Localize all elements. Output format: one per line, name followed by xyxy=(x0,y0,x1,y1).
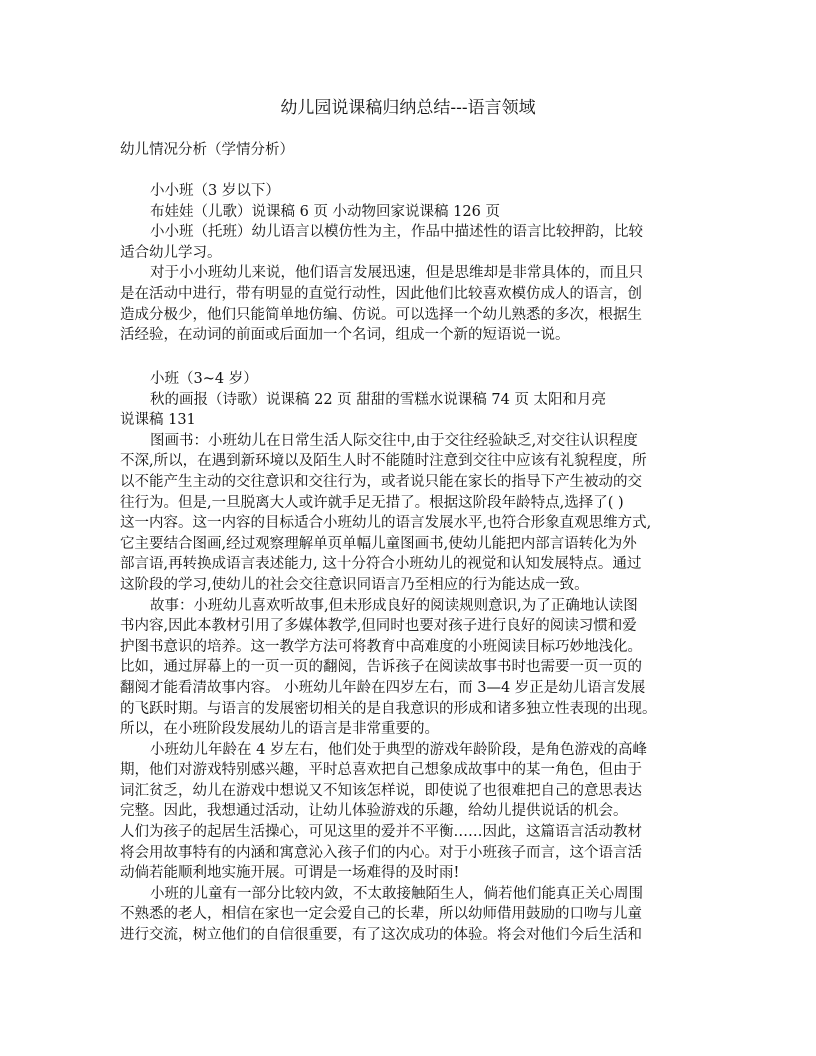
paragraph-line: 词汇贫乏，幼儿在游戏中想说又不知该怎样说，即使说了也很难把自己的意思表达 xyxy=(120,782,642,799)
paragraph-line: 不熟悉的老人，相信在家也一定会爱自己的长辈，所以幼师借用鼓励的口吻与儿童 xyxy=(120,906,642,923)
paragraph-line: 小班的儿童有一部分比较内敛，不太敢接触陌生人，倘若他们能真正关心周围 xyxy=(150,885,643,902)
paragraph-line: 不深,所以，在遇到新环境以及陌生人时不能随时注意到交往中应该有礼貌程度，所 xyxy=(120,453,647,470)
paragraph-line: 它主要结合图画,经过观察理解单页单幅儿童图画书,使幼儿能把内部言语转化为外 xyxy=(120,535,637,552)
paragraph-line: 翻阅才能看清故事内容。 小班幼儿年龄在四岁左右，而 3—4 岁正是幼儿语言发展 xyxy=(120,679,646,696)
paragraph-line: 小班幼儿年龄在 4 岁左右，他们处于典型的游戏年龄阶段，是角色游戏的高峰 xyxy=(150,741,647,758)
paragraph-line: 图画书：小班幼儿在日常生活人际交往中,由于交往经验缺乏,对交往认识程度 xyxy=(150,432,638,449)
paragraph-line: 书内容,因此本教材引用了多媒体教学,但同时也要对孩子进行良好的阅读习惯和爱 xyxy=(120,618,637,635)
paragraph-line: 以不能产生主动的交往意识和交往行为，或者说只能在家长的指导下产生被动的交 xyxy=(120,473,642,490)
paragraph-line: 人们为孩子的起居生活操心，可见这里的爱并不平衡……因此，这篇语言活动教材 xyxy=(120,824,642,841)
paragraph-line: 比如，通过屏幕上的一页一页的翻阅，告诉孩子在阅读故事书时也需要一页一页的 xyxy=(120,659,642,676)
paragraph-line: 动倘若能顺利地实施开展。可谓是一场难得的及时雨! xyxy=(120,865,460,882)
paragraph-line: 小小班（3 岁以下） xyxy=(150,183,280,199)
paragraph-line: 完整。因此，我想通过活动，让幼儿体验游戏的乐趣，给幼儿提供说话的机会。 xyxy=(120,803,628,820)
paragraph-line: 这一内容。这一内容的目标适合小班幼儿的语言发展水平,也符合形象直观思维方式, xyxy=(120,515,652,532)
paragraph-line: 期，他们对游戏特别感兴趣，平时总喜欢把自己想象成故事中的某一角色，但由于 xyxy=(120,762,642,779)
paragraph-line: 进行交流，树立他们的自信很重要，有了这次成功的体验。将会对他们今后生活和 xyxy=(120,927,642,944)
section-heading: 幼儿情况分析（学情分析） xyxy=(120,142,294,158)
paragraph-line: 布娃娃（儿歌）说课稿 6 页 小动物回家说课稿 126 页 xyxy=(150,203,500,220)
paragraph-line: 对于小小班幼儿来说，他们语言发展迅速，但是思维却是非常具体的，而且只 xyxy=(150,265,643,282)
paragraph-line: 是在活动中进行，带有明显的直觉行动性，因此他们比较喜欢模仿成人的语言，创 xyxy=(120,285,642,302)
paragraph-line: 活经验，在动词的前面或后面加一个名词，组成一个新的短语说一说。 xyxy=(120,327,570,344)
paragraph-line: 往行为。但是,一旦脱离大人或许就手足无措了。根据这阶段年龄特点,选择了( ) xyxy=(120,494,624,511)
paragraph-line: 故事：小班幼儿喜欢听故事,但未形成良好的阅读规则意识,为了正确地认读图 xyxy=(150,597,638,614)
document-title: 幼儿园说课稿归纳总结---语言领域 xyxy=(280,98,536,118)
toddler-class-section xyxy=(120,181,700,346)
small-class-section xyxy=(120,369,700,946)
paragraph-line: 造成分极少，他们只能简单地仿编、仿说。可以选择一个幼儿熟悉的多次，根据生 xyxy=(120,306,642,323)
paragraph-line: 的飞跃时期。与语言的发展密切相关的是自我意识的形成和诸多独立性表现的出现。 xyxy=(120,700,657,717)
paragraph-line: 将会用故事特有的内涵和寓意沁入孩子们的内心。对于小班孩子而言，这个语言活 xyxy=(120,844,642,861)
paragraph-line: 适合幼儿学习。 xyxy=(120,244,222,261)
paragraph-line: 小班（3~4 岁） xyxy=(150,371,258,387)
paragraph-line: 所以，在小班阶段发展幼儿的语言是非常重要的。 xyxy=(120,721,439,738)
paragraph-line: 说课稿 131 xyxy=(120,412,196,429)
paragraph-line: 部言语,再转换成语言表述能力, 这十分符合小班幼儿的视觉和认知发展特点。通过 xyxy=(120,556,642,573)
paragraph-line: 护图书意识的培养。这一教学方法可将教育中高难度的小班阅读目标巧妙地浅化。 xyxy=(120,638,642,655)
paragraph-line: 这阶段的学习,使幼儿的社会交往意识同语言乃至相应的行为能达成一致。 xyxy=(120,576,589,593)
paragraph-line: 秋的画报（诗歌）说课稿 22 页 甜甜的雪糕水说课稿 74 页 太阳和月亮 xyxy=(150,391,607,408)
paragraph-line: 小小班（托班）幼儿语言以模仿性为主，作品中描述性的语言比较押韵，比较 xyxy=(150,224,643,241)
